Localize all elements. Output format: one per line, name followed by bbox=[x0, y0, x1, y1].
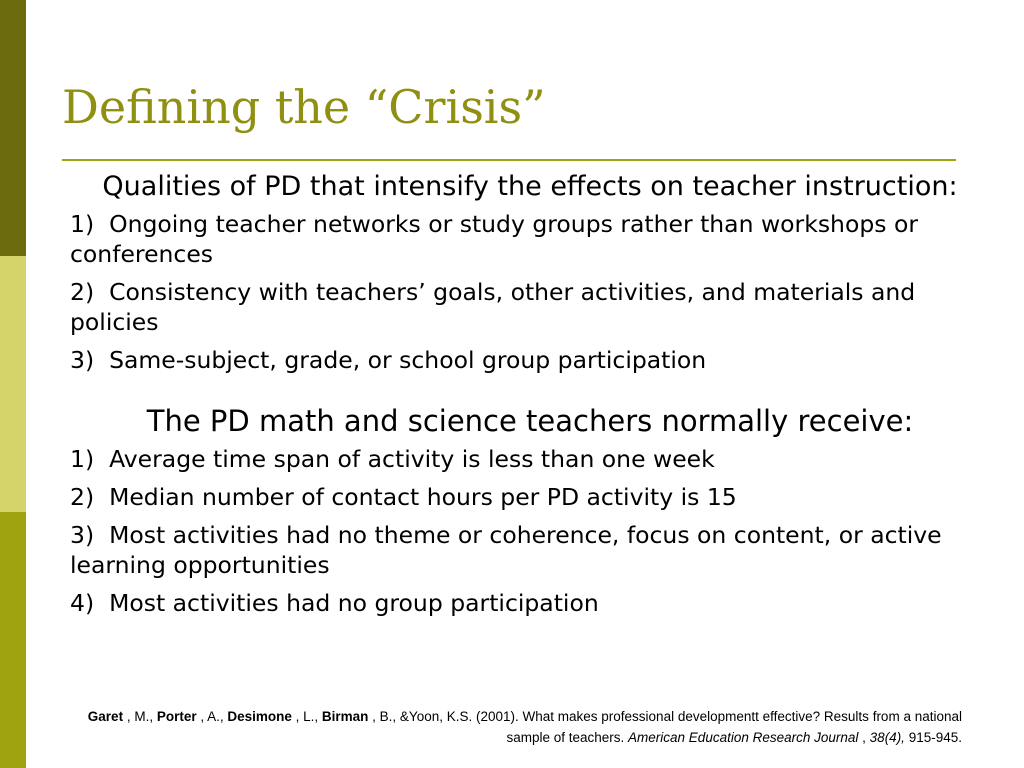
list-item bbox=[70, 520, 990, 580]
list-item bbox=[70, 444, 990, 474]
list-text: Median number of contact hours per PD activity is 15 bbox=[109, 483, 737, 511]
side-band-middle bbox=[0, 256, 26, 512]
title-underline bbox=[62, 159, 956, 161]
citation-text: , A., bbox=[196, 709, 228, 724]
list-item bbox=[70, 209, 990, 269]
citation-volume: 38(4), bbox=[869, 730, 905, 745]
citation-text: , M., bbox=[123, 709, 157, 724]
citation-author: Birman bbox=[321, 709, 369, 724]
list-number: 2) bbox=[70, 483, 95, 511]
citation-text: , B., &Yoon, K.S. (2001). What makes professional developmentt effective? Results from a national sample of teachers. bbox=[368, 709, 962, 745]
citation-author: Desimone bbox=[227, 709, 292, 724]
citation-journal: American Education Research Journal bbox=[628, 730, 859, 745]
section-heading-normal-pd: The PD math and science teachers normally receive: bbox=[146, 404, 914, 438]
list-item bbox=[70, 588, 990, 618]
list-number: 2) bbox=[70, 278, 95, 306]
list-item bbox=[70, 277, 990, 337]
slide-body bbox=[70, 170, 990, 626]
citation-text: , L., bbox=[291, 709, 322, 724]
citation-pages: 915-945. bbox=[904, 730, 962, 745]
list-item bbox=[70, 482, 990, 512]
citation-author: Porter bbox=[156, 709, 197, 724]
list-number: 3) bbox=[70, 346, 95, 374]
list-text: Average time span of activity is less than one week bbox=[109, 445, 715, 473]
section-heading-qualities: Qualities of PD that intensify the effects on teacher instruction: bbox=[102, 171, 958, 202]
list-text: Most activities had no theme or coherence, focus on content, or active learning opportunities bbox=[70, 521, 942, 579]
list-number: 1) bbox=[70, 210, 95, 238]
list-item bbox=[70, 345, 990, 375]
list-number: 4) bbox=[70, 589, 95, 617]
side-band-top bbox=[0, 0, 26, 256]
citation bbox=[62, 706, 962, 748]
list-text: Ongoing teacher networks or study groups rather than workshops or conferences bbox=[70, 210, 919, 268]
citation-author: Garet bbox=[87, 709, 124, 724]
citation-text: , bbox=[858, 730, 870, 745]
side-band-bottom bbox=[0, 512, 26, 768]
list-text: Consistency with teachers’ goals, other activities, and materials and policies bbox=[70, 278, 916, 336]
slide-title: Defining the “Crisis” bbox=[62, 80, 546, 134]
list-text: Most activities had no group participation bbox=[109, 589, 599, 617]
list-number: 1) bbox=[70, 445, 95, 473]
list-number: 3) bbox=[70, 521, 95, 549]
list-text: Same-subject, grade, or school group participation bbox=[109, 346, 707, 374]
